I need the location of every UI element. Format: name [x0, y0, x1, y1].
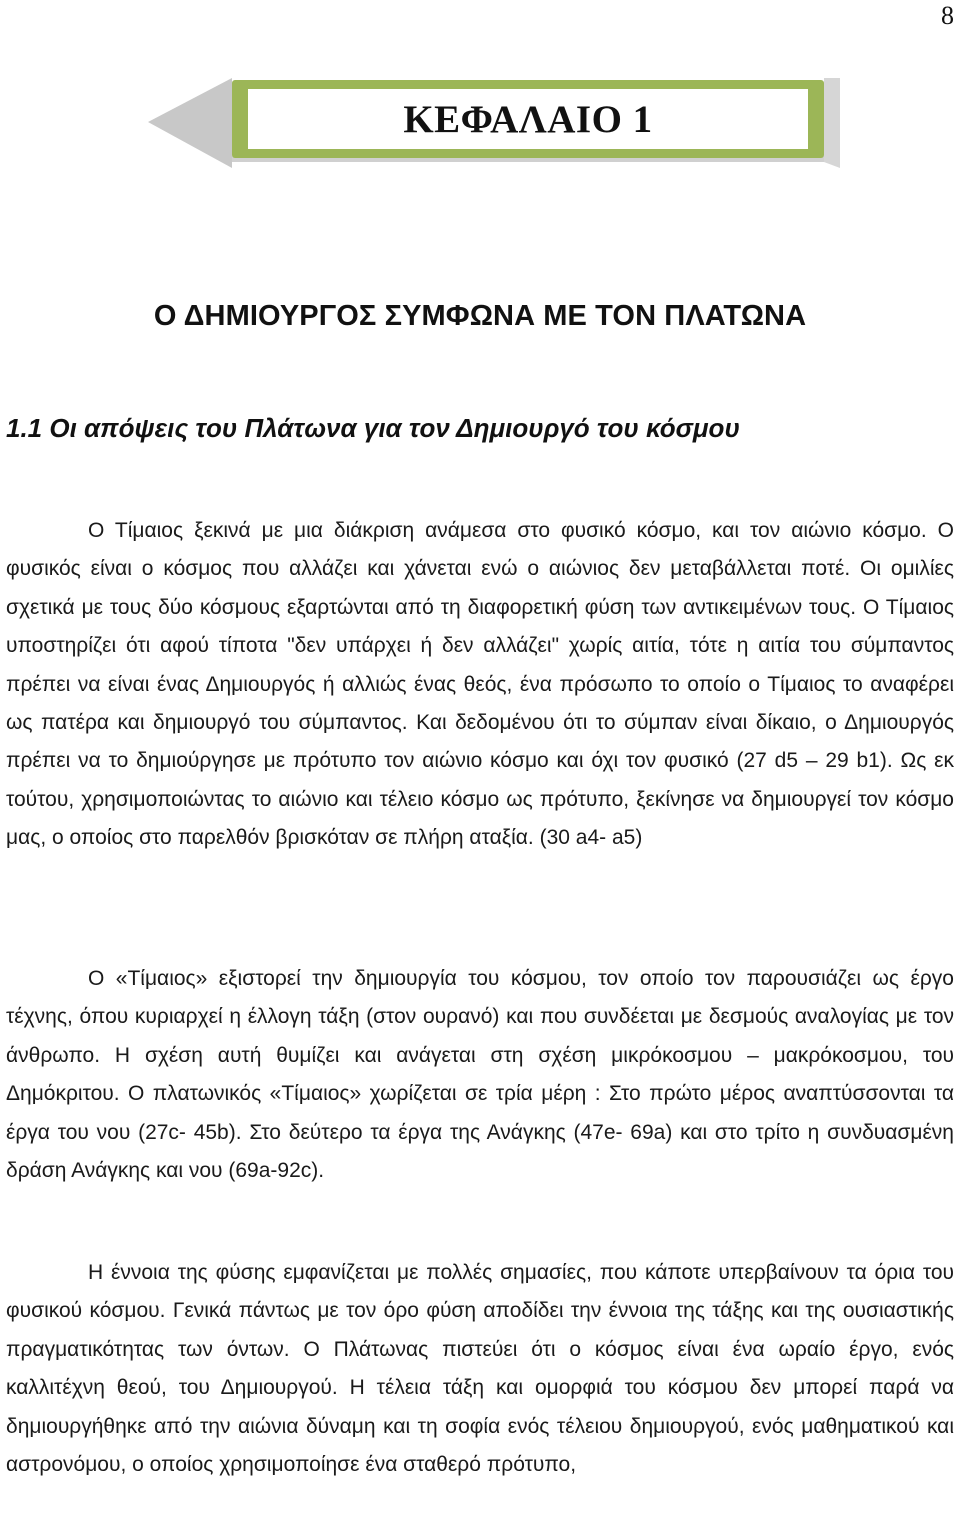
paragraph-text: Η έννοια της φύσης εμφανίζεται με πολλές σημασίες, που κάποτε υπερβαίνουν τα όρια του φυσικού κόσμου. Γενικά πάντως με τον όρο φύση αποδίδει την έννοια της τάξης και της ουσιαστικής πραγματικότητας των όντων. Ο Πλάτωνας πιστεύει ότι ο κόσμος είναι ένα ωραίο έργο, ενός καλλιτέχνη θεού, του Δημιουργού. Η τέλεια τάξη και ομορφιά του κόσμου δεν μπορεί παρά να δημιουργήθηκε από την αιώνια δύναμη και τη σοφία ενός τέλειου δημιουργού, ενός μαθηματικού και αστρονόμου, ο οποίος χρησιμοποίησε ένα σταθερό πρότυπο, — [6, 1261, 954, 1477]
paragraph-2 — [6, 960, 954, 1190]
chapter-banner — [148, 78, 840, 168]
paragraph-text: Ο Τίμαιος ξεκινά με μια διάκριση ανάμεσα στο φυσικό κόσμο, και τον αιώνιο κόσμο. Ο φυσικός είναι ο κόσμος που αλλάζει και χάνεται ενώ ο αιώνιος δεν μεταβάλλεται ποτέ. Οι ομιλίες σχετικά με τους δύο κόσμους εξαρτώνται από τη διαφορετική φύση των αντικειμένων τους. Ο Τίμαιος υποστηρίζει ότι αφού τίποτα "δεν υπάρχει ή δεν αλλάζει" χωρίς αιτία, τότε η αιτία του σύμπαντος πρέπει να είναι ένας Δημιουργός ή αλλιώς ένας θεός, ένα πρόσωπο το οποίο ο Τίμαιος το αναφέρει ως πατέρα και δημιουργό του σύμπαντος. Και δεδομένου ότι το σύμπαν είναι δίκαιο, ο Δημιουργός πρέπει να το δημιούργησε με πρότυπο τον αιώνιο κόσμο και όχι τον φυσικό (27 d5 – 29 b1). Ως εκ τούτου, χρησιμοποιώντας το αιώνιο και τέλειο κόσμο ως πρότυπο, ξεκίνησε να δημιουργεί τον κόσμο μας, ο οποίος στο παρελθόν βρισκόταν σε πλήρη αταξία. (30 a4- a5) — [6, 519, 954, 850]
chapter-title: ΚΕΦΑΛΑΙΟ 1 — [403, 97, 653, 141]
paragraph-3 — [6, 1254, 954, 1484]
paragraph-text: Ο «Τίμαιος» εξιστορεί την δημιουργία του κόσμου, τον οποίο τον παρουσιάζει ως έργο τέχνης, όπου κυριαρχεί η έλλογη τάξη (στον ουρανό) και που συνδέεται με δεσμούς αναλογίας με τον άνθρωπο. Η σχέση αυτή θυμίζει και ανάγεται στη σχέση μικρόκοσμου – μακρόκοσμου, του Δημόκριτου. Ο πλατωνικός «Τίμαιος» χωρίζεται σε τρία μέρη : Στο πρώτο μέρος αναπτύσσονται τα έργα του νου (27c- 45b). Στο δεύτερο τα έργα της Ανάγκης (47e- 69a) και στο τρίτο η συνδυασμένη δράση Ανάγκης και νου (69a-92c). — [6, 967, 954, 1183]
page-number: 8 — [941, 1, 954, 30]
section-heading: 1.1 Οι απόψεις του Πλάτωνα για τον Δημιουργό του κόσμου — [6, 413, 740, 443]
banner-frame — [232, 80, 824, 158]
banner-inner — [248, 89, 808, 149]
page-title: Ο ΔΗΜΙΟΥΡΓΟΣ ΣΥΜΦΩΝΑ ΜΕ ΤΟΝ ΠΛΑΤΩΝΑ — [153, 300, 807, 332]
paragraph-1 — [6, 512, 954, 858]
